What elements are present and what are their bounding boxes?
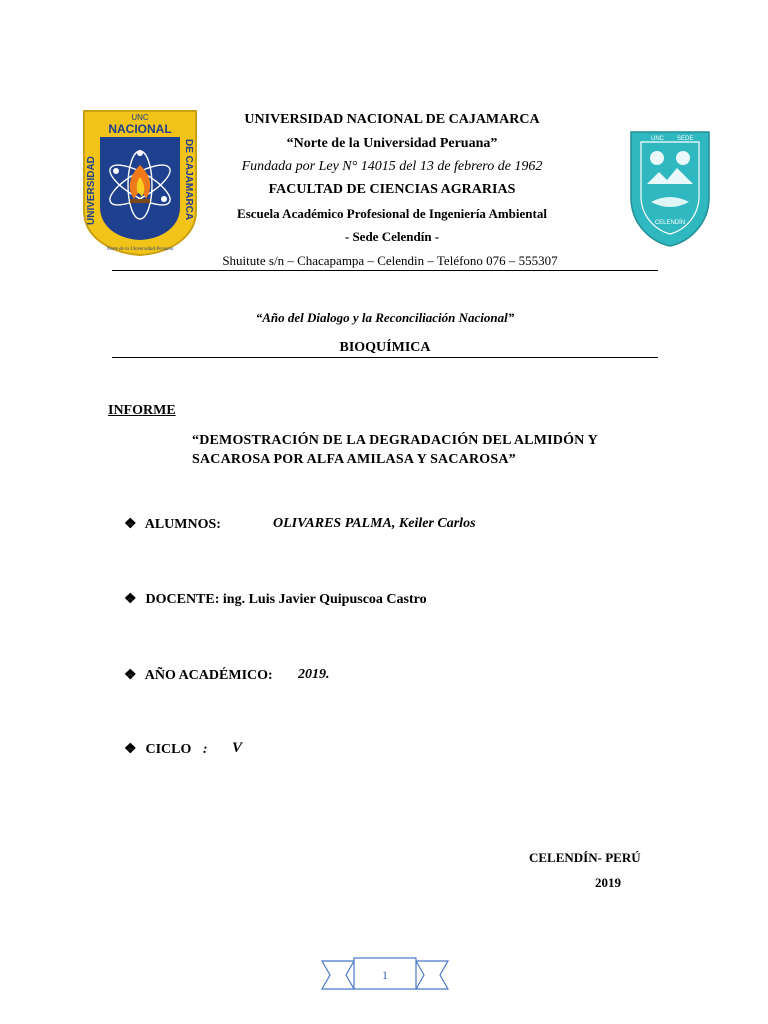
unc-celendin-seal-logo bbox=[625, 128, 715, 248]
bullet-icon: ❖ bbox=[124, 592, 137, 607]
academic-year-value: 2019. bbox=[298, 667, 330, 682]
school-name: Escuela Académico Profesional de Ingeniería Ambiental bbox=[237, 206, 547, 221]
year-motto: “Año del Dialogo y la Reconciliación Nacional” bbox=[255, 310, 515, 325]
page-number-ribbon bbox=[320, 955, 450, 995]
campus-name: - Sede Celendín - bbox=[344, 229, 440, 244]
university-name: UNIVERSIDAD NACIONAL DE CAJAMARCA bbox=[244, 112, 540, 127]
teacher-label: DOCENTE: bbox=[145, 592, 223, 607]
bullet-icon: ❖ bbox=[124, 742, 137, 757]
course-name: BIOQUÍMICA bbox=[339, 340, 431, 355]
place: CELENDÍN- PERÚ bbox=[529, 850, 641, 865]
bullet-icon: ❖ bbox=[124, 517, 137, 532]
academic-year-label: AÑO ACADÉMICO: bbox=[144, 668, 273, 683]
unc-shield-logo bbox=[80, 107, 200, 257]
seal-text-top-right: SEDE bbox=[677, 136, 694, 142]
students-row bbox=[124, 516, 221, 533]
teacher-row bbox=[124, 591, 427, 608]
cycle-row bbox=[124, 741, 208, 758]
bullet-icon: ❖ bbox=[124, 668, 137, 683]
logo-top-text: UNC bbox=[131, 113, 149, 122]
report-title-line-2: SACAROSA POR ALFA AMILASA Y SACAROSA” bbox=[192, 452, 516, 467]
campus-address: Shuitute s/n – Chacapampa – Celendin – Teléfono 076 – 555307 bbox=[222, 253, 558, 268]
seal-text-top-left: UNC bbox=[651, 136, 664, 142]
faculty-name: FACULTAD DE CIENCIAS AGRARIAS bbox=[268, 182, 516, 197]
header-divider bbox=[112, 270, 658, 271]
logo-band-left: UNIVERSIDAD bbox=[86, 156, 97, 225]
logo-band-right: DE CAJAMARCA bbox=[183, 139, 194, 221]
teacher-value: ing. Luis Javier Quipuscoa Castro bbox=[222, 592, 427, 607]
students-value: OLIVARES PALMA, Keiler Carlos bbox=[273, 516, 476, 531]
students-label: ALUMNOS: bbox=[144, 517, 221, 532]
cycle-value: V bbox=[232, 740, 243, 756]
academic-year-row bbox=[124, 667, 273, 684]
founding-law: Fundada por Ley N° 14015 del 13 de febrero de 1962 bbox=[241, 159, 543, 174]
seal-text-bottom: CELENDÍN bbox=[654, 220, 686, 226]
cycle-colon: : bbox=[202, 742, 208, 757]
course-divider bbox=[112, 357, 658, 358]
university-motto: “Norte de la Universidad Peruana” bbox=[286, 136, 498, 151]
place-year: 2019 bbox=[595, 875, 621, 890]
report-label: INFORME bbox=[108, 403, 176, 418]
report-title-line-1: “DEMOSTRACIÓN DE LA DEGRADACIÓN DEL ALMIDÓN Y bbox=[192, 433, 598, 448]
logo-band-bottom: Norte de la Universidad Peruana bbox=[106, 247, 174, 252]
page-number: 1 bbox=[382, 968, 388, 982]
logo-band-top: NACIONAL bbox=[108, 122, 172, 136]
cycle-label: CICLO bbox=[145, 742, 192, 757]
